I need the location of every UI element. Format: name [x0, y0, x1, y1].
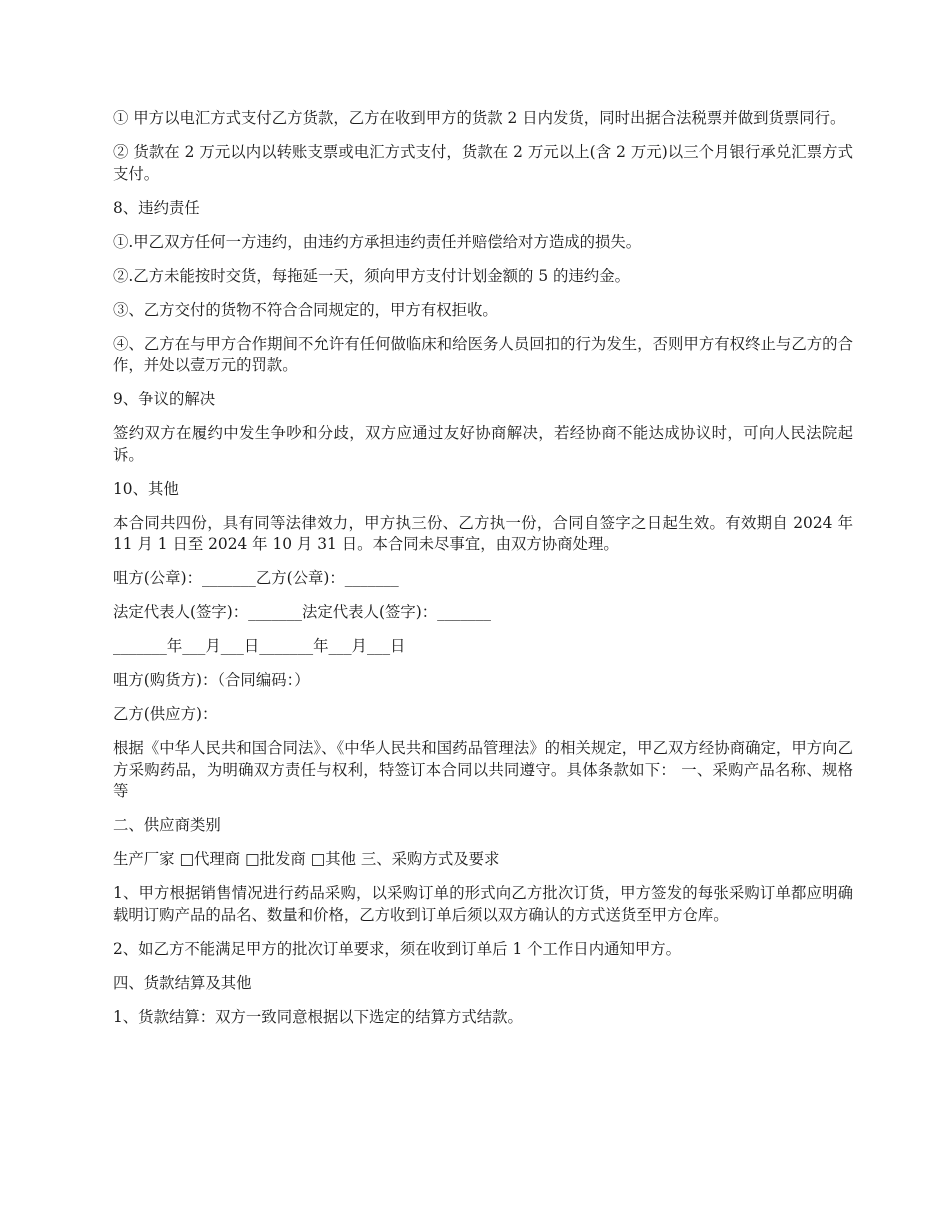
buyer-line: 咀方(购货方)：（合同编码：） [113, 671, 310, 689]
section-heading-settlement: 四、货款结算及其他 [113, 973, 252, 992]
procurement-clause-2: 2、如乙方不能满足甲方的批次订单要求，须在收到订单后 1 个工作日内通知甲方。 [113, 939, 682, 958]
settlement-clause-1: 1、货款结算：双方一致同意根据以下选定的结算方式结款。 [113, 1007, 523, 1026]
signature-line: 法定代表人(签字)：_______法定代表人(签字)：_______ [113, 603, 492, 621]
breach-clause-1: ①.甲乙双方任何一方违约，由违约方承担违约责任并赔偿给对方造成的损失。 [113, 232, 642, 251]
document-page [113, 108, 853, 1041]
dispute-clause: 签约双方在履约中发生争吵和分歧，双方应通过友好协商解决，若经协商不能达成协议时，可向人民法院起诉。 [113, 424, 853, 464]
supplier-line: 乙方(供应方)： [113, 705, 218, 723]
preamble-paragraph: 根据《中华人民共和国合同法》、《中华人民共和国药品管理法》的相关规定，甲乙双方经协商确定，甲方向乙方采购药品，为明确双方责任与权利，特签订本合同以共同遵守。具体条款如下： 一、采购产品名称、规格等 [113, 739, 853, 800]
supplier-type-options: 生产厂家 □代理商 □批发商 □其他 三、采购方式及要求 [113, 850, 500, 868]
section-heading-breach: 8、违约责任 [113, 198, 200, 217]
procurement-clause-1: 1、甲方根据销售情况进行药品采购，以采购订单的形式向乙方批次订货，甲方签发的每张采购订单都应明确载明订购产品的品名、数量和价格，乙方收到订单后须以双方确认的方式送货至甲方仓库。 [113, 884, 853, 924]
breach-clause-2: ②.乙方未能按时交货，每拖延一天，须向甲方支付计划金额的 5 的违约金。 [113, 266, 630, 285]
other-clause: 本合同共四份，具有同等法律效力，甲方执三份、乙方执一份，合同自签字之日起生效。有效期自 2024 年 11 月 1 日至 2024 年 10 月 31 日。本合同未尽事宜，由双方协商处理。 [113, 513, 853, 553]
breach-clause-4: ④、乙方在与甲方合作期间不允许有任何做临床和给医务人员回扣的行为发生，否则甲方有权终止与乙方的合作，并处以壹万元的罚款。 [113, 334, 853, 374]
section-heading-supplier-type: 二、供应商类别 [113, 816, 221, 834]
seal-line: 咀方(公章)：_______乙方(公章)：_______ [113, 569, 399, 587]
section-heading-other: 10、其他 [113, 479, 179, 498]
payment-clause-2: ② 货款在 2 万元以内以转账支票或电汇方式支付，货款在 2 万元以上(含 2 万元)以三个月银行承兑汇票方式支付。 [113, 143, 853, 183]
breach-clause-3: ③、乙方交付的货物不符合合同规定的，甲方有权拒收。 [113, 300, 498, 319]
section-heading-dispute: 9、争议的解决 [113, 390, 216, 408]
date-line: _______年___月___日_______年___月___日 [113, 637, 406, 655]
payment-clause-1: ① 甲方以电汇方式支付乙方货款，乙方在收到甲方的货款 2 日内发货，同时出据合法税票并做到货票同行。 [113, 109, 846, 127]
